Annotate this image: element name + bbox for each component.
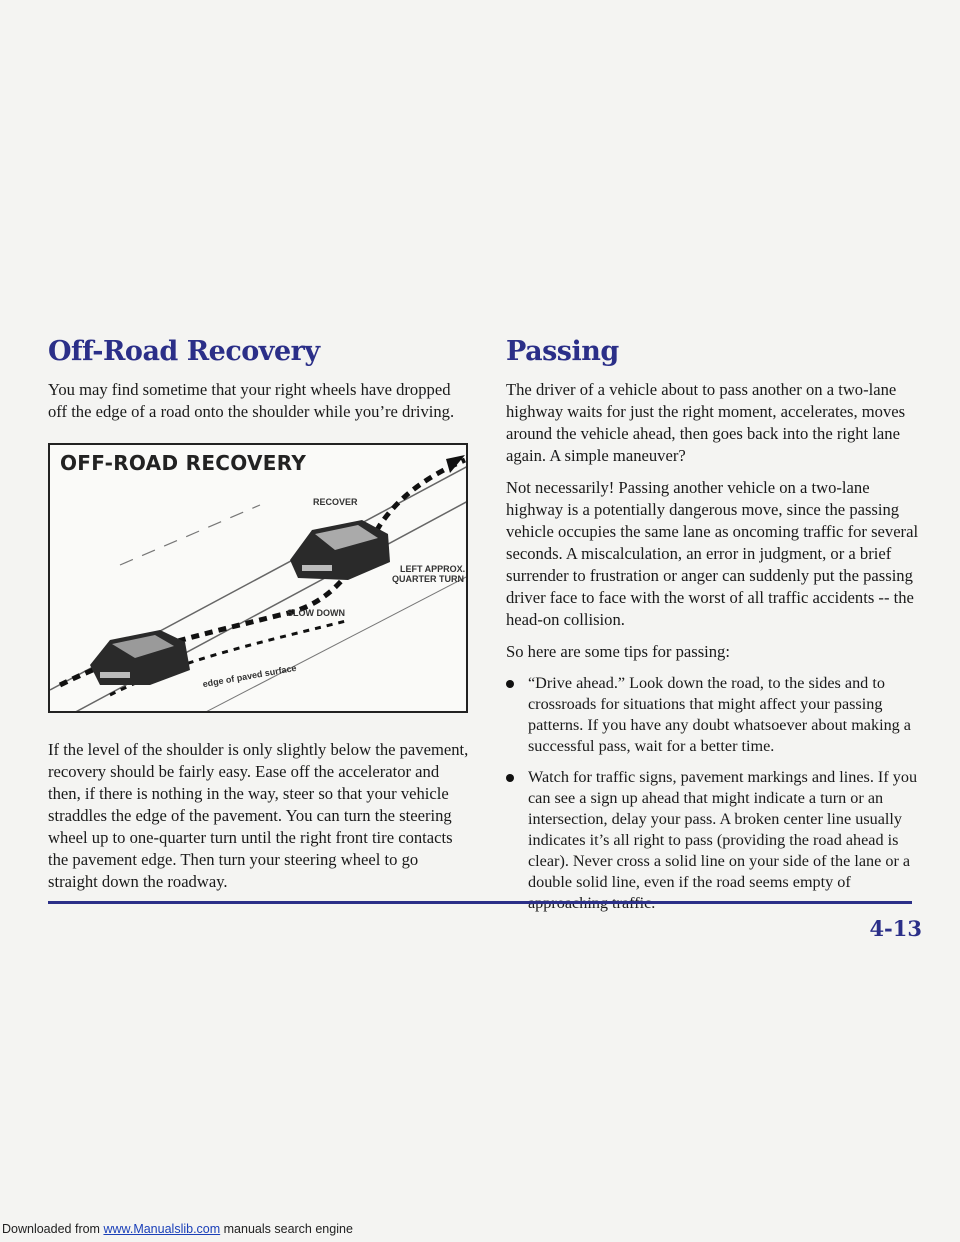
- bullet-icon: [506, 680, 514, 688]
- car-rear: [90, 630, 190, 685]
- arrow-head: [446, 455, 465, 473]
- slow-down-label: SLOW DOWN: [287, 608, 345, 618]
- left-turn-label-2: QUARTER TURN: [392, 574, 464, 584]
- figure-title: OFF-ROAD RECOVERY: [60, 451, 307, 475]
- bullet-icon: [506, 774, 514, 782]
- passing-paragraph-3: So here are some tips for passing:: [506, 642, 730, 661]
- left-turn-label-1: LEFT APPROX.: [400, 564, 466, 574]
- download-footer: [2, 1222, 353, 1236]
- shoulder-line: [200, 575, 468, 713]
- center-line: [120, 505, 260, 565]
- manualslib-link[interactable]: www.Manualslib.com: [103, 1222, 221, 1236]
- off-road-recovery-illustration: [48, 443, 468, 713]
- list-item: [506, 767, 930, 914]
- tip-text: Watch for traffic signs, pavement markings and lines. If you can see a sign up ahead that might indicate a turn or an intersection, delay your pass. A broken center line usually indicates it’s all right to pass (providing the road ahead is clear). Never cross a solid line on your side of the lane or a double solid line, even if the road seems empty of: [528, 768, 918, 891]
- page-number: 4-13: [869, 916, 922, 941]
- edge-label: edge of paved surface: [201, 662, 298, 690]
- car-front: [290, 520, 390, 580]
- passing-tips-list: [506, 673, 930, 914]
- footer-prefix: Downloaded from: [2, 1222, 104, 1236]
- right-column: [506, 336, 930, 924]
- list-item: [506, 673, 930, 757]
- off-road-paragraph: If the level of the shoulder is only slightly below the pavement, recovery should be fairly easy. Ease off the accelerator and then, if there is nothing in the way, steer so that your vehicle straddles the edge of the pavement. You can turn the steering wheel up to one-quarter turn until the right front tire contacts the pavement edge. Then turn your steering wheel to go straight down the roadway.: [48, 740, 469, 891]
- passing-paragraph-2: Not necessarily! Passing another vehicle on a two-lane highway is a potentially dangerous move, since the passing vehicle occupies the same lane as oncoming traffic for several seconds. A miscalculation, an error in judgment, or a brief surrender to frustration or anger can suddenly put the passing driver face to face with the worst of all traffic accidents -- the head-on collision.: [506, 478, 919, 629]
- left-column: [48, 336, 472, 903]
- off-road-recovery-heading: Off-Road Recovery: [48, 336, 320, 367]
- recover-label: RECOVER: [313, 497, 358, 507]
- passing-heading: Passing: [506, 336, 619, 367]
- footer-suffix: manuals search engine: [220, 1222, 353, 1236]
- tip-text: “Drive ahead.” Look down the road, to the sides and to crossroads for situations that might affect your passing patterns. If you have any doubt whatsoever about making a successful pass, wait for a better time.: [528, 674, 911, 755]
- footer-rule: [48, 901, 912, 904]
- passing-paragraph-1: The driver of a vehicle about to pass another on a two-lane highway waits for just the right moment, accelerates, moves around the vehicle ahead, then goes back into the right lane again. A simple maneuver?: [506, 380, 906, 465]
- off-road-intro: You may find sometime that your right wheels have dropped off the edge of a road onto the shoulder while you’re driving.: [48, 380, 455, 421]
